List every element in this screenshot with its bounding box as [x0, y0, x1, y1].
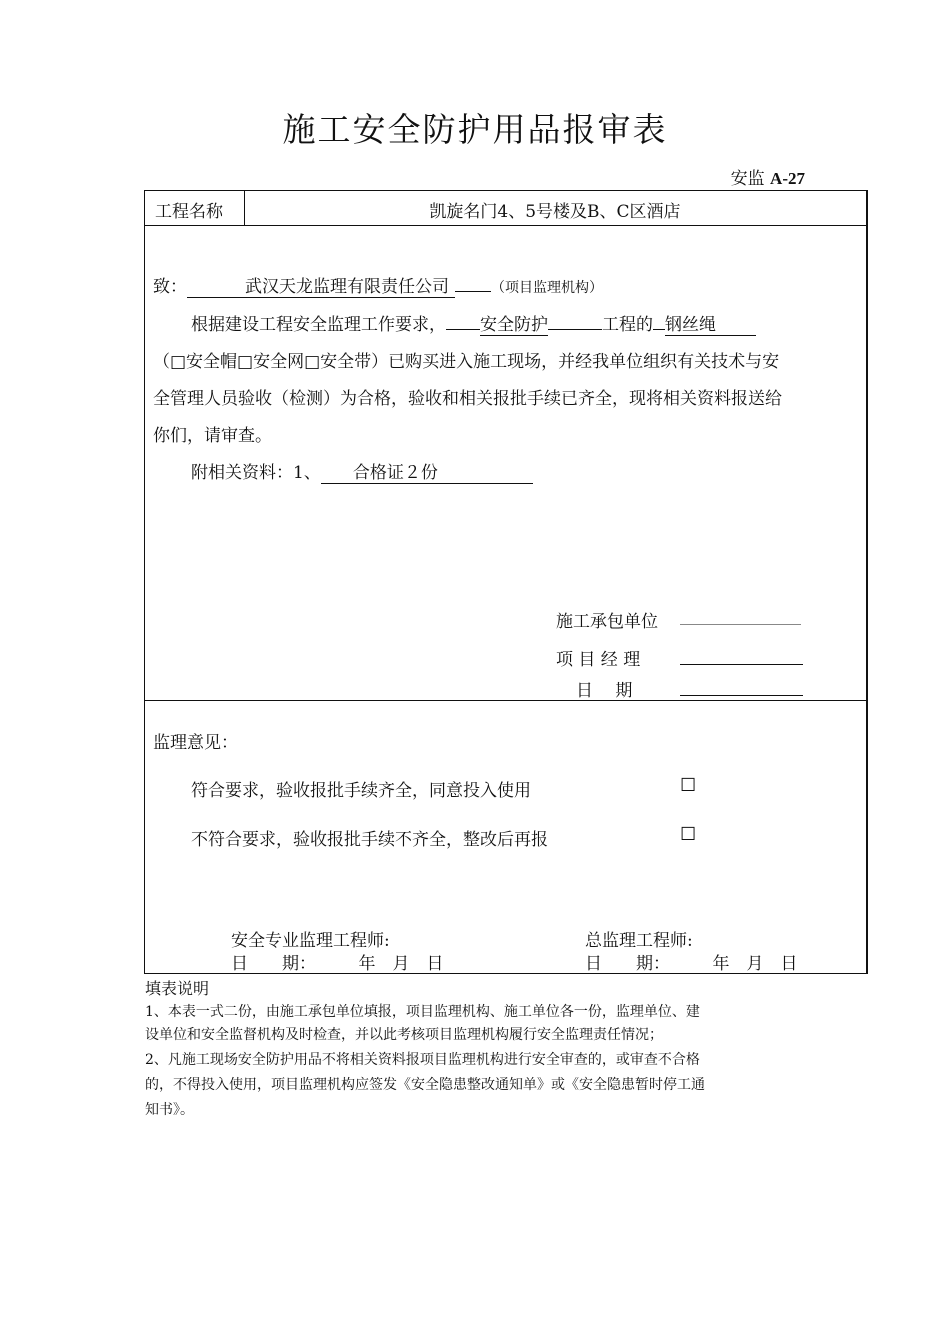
blank-line — [446, 329, 480, 330]
opinion-label: 监理意见： — [153, 733, 238, 753]
letter-paragraph-line1 — [191, 310, 756, 336]
project-manager-signature-line[interactable] — [680, 664, 803, 665]
recipient-suffix: （项目监理机构） — [491, 280, 603, 296]
opinion-option-approve: 符合要求，验收报批手续齐全，同意投入使用 — [191, 781, 531, 801]
paragraph-text: 工程的 — [602, 315, 653, 335]
contractor-label: 施工承包单位 — [556, 612, 658, 632]
safety-engineer-date: 日 期： 年 月 日 — [231, 954, 444, 974]
safety-engineer-label: 安全专业监理工程师: — [231, 931, 390, 951]
signature-date-label: 日 期 — [576, 681, 633, 701]
letter-paragraph-line3: 全管理人员验收（检测）为合格，验收和相关报批手续已齐全，现将相关资料报送给 — [153, 389, 782, 409]
recipient-company: 武汉天龙监理有限责任公司 — [187, 272, 455, 298]
approve-checkbox[interactable]: ☐ — [680, 775, 697, 796]
form-number — [731, 164, 805, 189]
attachments — [191, 458, 533, 484]
notes-line: 设单位和安全监督机构及时检查，并以此考核项目监理机构履行安全监理责任情况； — [145, 1027, 663, 1043]
attachments-label: 附相关资料：1、 — [191, 463, 321, 483]
reject-checkbox[interactable]: ☐ — [680, 824, 697, 845]
notes-line: 2、凡施工现场安全防护用品不将相关资料报项目监理机构进行安全审查的，或审查不合格 — [145, 1052, 700, 1068]
product-value: 钢丝绳 — [665, 310, 756, 336]
to-label: 致： — [153, 277, 187, 297]
chief-engineer-date: 日 期： 年 月 日 — [585, 954, 798, 974]
chief-engineer-label: 总监理工程师: — [585, 931, 693, 951]
notes-heading: 填表说明 — [145, 979, 210, 998]
letter-recipient — [153, 272, 603, 298]
blank-line — [548, 329, 602, 330]
project-manager-label: 项 目 经 理 — [556, 650, 641, 670]
attachment-item-1: 合格证２份 — [321, 458, 533, 484]
form-number-code: A-27 — [770, 169, 805, 188]
page-title: 施工安全防护用品报审表 — [282, 110, 668, 149]
signature-date-line[interactable] — [680, 695, 803, 696]
notes-line: 的，不得投入使用，项目监理机构应签发《安全隐患整改通知单》或《安全隐患暂时停工通 — [145, 1077, 705, 1093]
letter-paragraph-line4: 你们，请审查。 — [153, 426, 272, 446]
blank-line — [455, 291, 491, 292]
project-name-label: 工程名称 — [155, 202, 223, 222]
notes-line: 知书》。 — [145, 1102, 194, 1118]
letter-paragraph-line2: （□安全帽□安全网□安全带）已购买进入施工现场，并经我单位组织有关技术与安 — [153, 352, 780, 372]
form-table — [144, 190, 868, 974]
form-number-prefix: 安监 — [730, 169, 765, 189]
section-divider — [145, 700, 866, 701]
contractor-signature-line[interactable] — [680, 624, 801, 625]
work-item-value: 安全防护 — [480, 310, 548, 336]
project-name-value: 凯旋名门4、5号楼及B、C区酒店 — [429, 202, 681, 222]
notes-line: 1、本表一式二份，由施工承包单位填报，项目监理机构、施工单位各一份，监理单位、建 — [145, 1004, 700, 1020]
row-divider — [145, 225, 866, 226]
opinion-option-reject: 不符合要求，验收报批手续不齐全，整改后再报 — [191, 830, 548, 850]
blank-line — [653, 329, 665, 330]
paragraph-text: 根据建设工程安全监理工作要求， — [191, 315, 446, 335]
